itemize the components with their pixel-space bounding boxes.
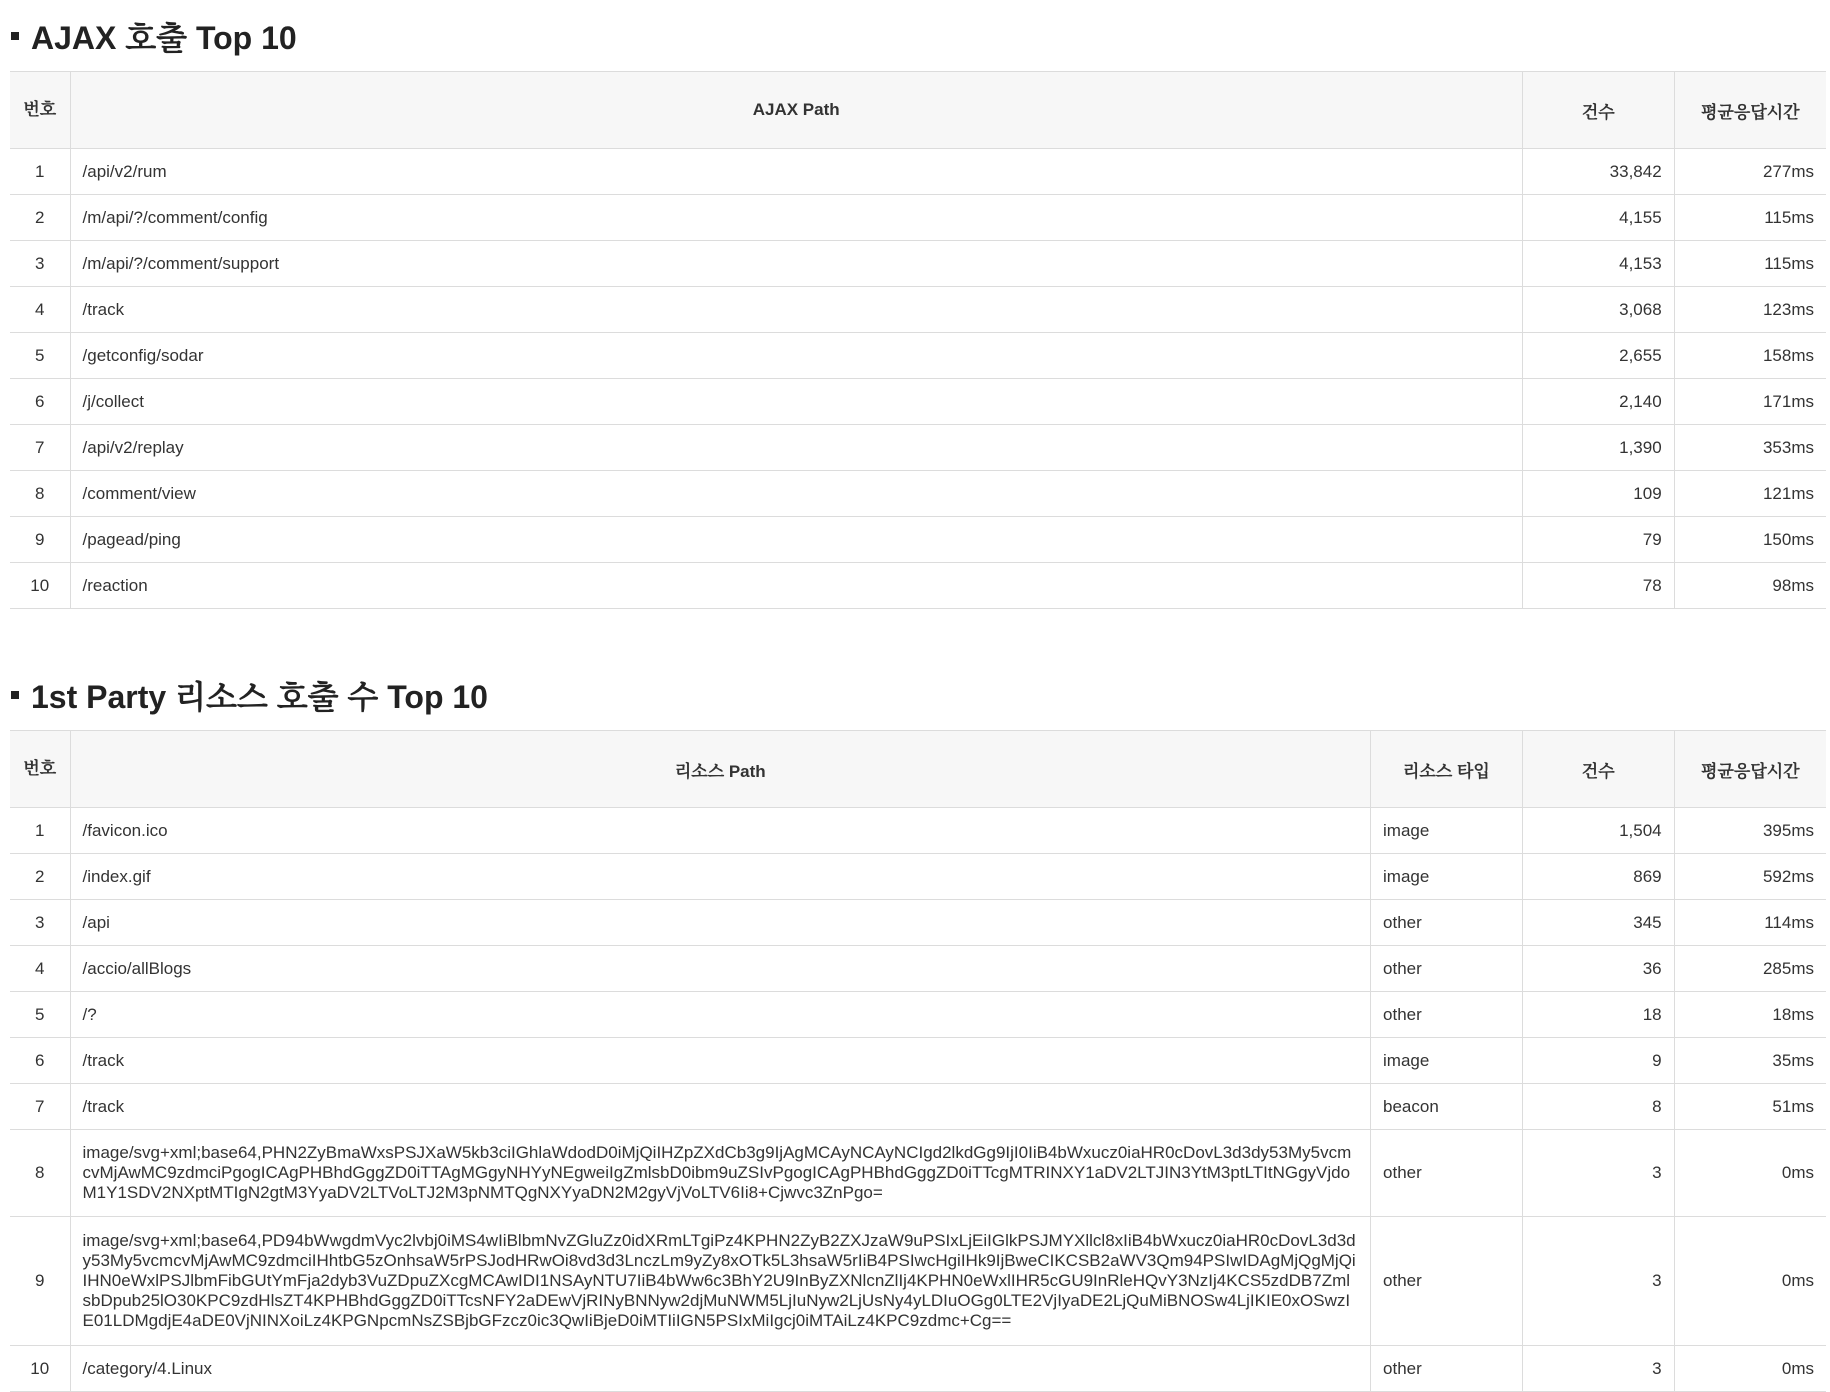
row-no: 3 xyxy=(10,241,70,287)
row-no: 6 xyxy=(10,1038,70,1084)
row-no: 7 xyxy=(10,1084,70,1130)
table-row xyxy=(10,195,1826,241)
row-avg: 35ms xyxy=(1674,1038,1826,1084)
row-type: image xyxy=(1371,854,1523,900)
row-no: 8 xyxy=(10,471,70,517)
row-count: 18 xyxy=(1522,992,1674,1038)
table-row xyxy=(10,333,1826,379)
row-type: other xyxy=(1371,900,1523,946)
table-row xyxy=(10,563,1826,609)
row-count: 3 xyxy=(1522,1130,1674,1217)
row-path: /api xyxy=(70,900,1371,946)
row-avg: 115ms xyxy=(1674,195,1826,241)
row-count: 3,068 xyxy=(1522,287,1674,333)
row-count: 1,390 xyxy=(1522,425,1674,471)
row-path: /api/v2/rum xyxy=(70,149,1522,195)
table-header-row xyxy=(10,731,1826,808)
row-avg: 395ms xyxy=(1674,808,1826,854)
row-no: 9 xyxy=(10,1217,70,1346)
row-count: 4,153 xyxy=(1522,241,1674,287)
row-no: 1 xyxy=(10,808,70,854)
ajax-title-text: AJAX 호출 Top 10 xyxy=(31,19,297,56)
table-row xyxy=(10,1217,1826,1346)
table-row xyxy=(10,241,1826,287)
row-avg: 353ms xyxy=(1674,425,1826,471)
row-avg: 150ms xyxy=(1674,517,1826,563)
row-avg: 18ms xyxy=(1674,992,1826,1038)
table-row xyxy=(10,1130,1826,1217)
row-type: other xyxy=(1371,1346,1523,1392)
row-type: other xyxy=(1371,946,1523,992)
row-avg: 158ms xyxy=(1674,333,1826,379)
row-no: 3 xyxy=(10,900,70,946)
col-header-avg: 평균응답시간 xyxy=(1674,731,1826,808)
row-count: 4,155 xyxy=(1522,195,1674,241)
row-count: 2,655 xyxy=(1522,333,1674,379)
resources-title-text: 1st Party 리소스 호출 수 Top 10 xyxy=(31,678,488,715)
row-avg: 277ms xyxy=(1674,149,1826,195)
row-path: /comment/view xyxy=(70,471,1522,517)
row-avg: 98ms xyxy=(1674,563,1826,609)
table-row xyxy=(10,471,1826,517)
row-no: 10 xyxy=(10,1346,70,1392)
row-no: 5 xyxy=(10,992,70,1038)
row-count: 9 xyxy=(1522,1038,1674,1084)
col-header-no: 번호 xyxy=(10,731,70,808)
row-count: 109 xyxy=(1522,471,1674,517)
row-path: /m/api/?/comment/config xyxy=(70,195,1522,241)
table-row xyxy=(10,379,1826,425)
row-avg: 115ms xyxy=(1674,241,1826,287)
resources-table xyxy=(10,730,1826,1392)
row-count: 36 xyxy=(1522,946,1674,992)
row-avg: 592ms xyxy=(1674,854,1826,900)
row-type: other xyxy=(1371,992,1523,1038)
table-row xyxy=(10,287,1826,333)
row-count: 33,842 xyxy=(1522,149,1674,195)
row-avg: 285ms xyxy=(1674,946,1826,992)
row-path: /track xyxy=(70,287,1522,333)
row-path: /? xyxy=(70,992,1371,1038)
row-count: 345 xyxy=(1522,900,1674,946)
col-header-path: AJAX Path xyxy=(70,72,1522,149)
table-row xyxy=(10,1346,1826,1392)
row-type: image xyxy=(1371,808,1523,854)
col-header-count: 건수 xyxy=(1522,731,1674,808)
row-no: 4 xyxy=(10,946,70,992)
row-path: /j/collect xyxy=(70,379,1522,425)
col-header-count: 건수 xyxy=(1522,72,1674,149)
row-no: 7 xyxy=(10,425,70,471)
row-no: 6 xyxy=(10,379,70,425)
row-count: 869 xyxy=(1522,854,1674,900)
table-row xyxy=(10,425,1826,471)
table-row xyxy=(10,854,1826,900)
col-header-avg: 평균응답시간 xyxy=(1674,72,1826,149)
row-path: /reaction xyxy=(70,563,1522,609)
row-no: 10 xyxy=(10,563,70,609)
row-path: image/svg+xml;base64,PHN2ZyBmaWxsPSJXaW5kb3ciIGhlaWdodD0iMjQiIHZpZXdCb3g9IjAgMCAyNCAyNCIgd2lkdGg9IjI0IiB4bWxucz0iaHR0cDovL3d3dy53My5vcmcvMjAwMC9zdmciPgogICAgPHBhdGggZD0iTTAgMGgyNHYyNEgweiIgZmlsbD0ibm9uZSIvPgogICAgPHBhdGggZD0iTTcgMTRINXY1aDV2LTJIN3YtM3ptLTItNGgyVjdoM1Y1SDV2NXptMTIgN2gtM3YyaDV2LTVoLTJ2M3pNMTQgNXYyaDN2M2gyVjVoLTV6Ii8+Cjwvc3ZnPgo= xyxy=(70,1130,1371,1217)
ajax-table xyxy=(10,71,1826,609)
row-count: 8 xyxy=(1522,1084,1674,1130)
row-no: 9 xyxy=(10,517,70,563)
square-bullet-icon xyxy=(11,32,19,40)
row-avg: 121ms xyxy=(1674,471,1826,517)
table-header-row xyxy=(10,72,1826,149)
square-bullet-icon xyxy=(11,691,19,699)
row-type: image xyxy=(1371,1038,1523,1084)
row-no: 2 xyxy=(10,195,70,241)
row-avg: 114ms xyxy=(1674,900,1826,946)
row-no: 2 xyxy=(10,854,70,900)
row-avg: 123ms xyxy=(1674,287,1826,333)
row-count: 2,140 xyxy=(1522,379,1674,425)
table-row xyxy=(10,992,1826,1038)
row-count: 78 xyxy=(1522,563,1674,609)
row-no: 4 xyxy=(10,287,70,333)
table-row xyxy=(10,946,1826,992)
row-path: image/svg+xml;base64,PD94bWwgdmVyc2lvbj0iMS4wIiBlbmNvZGluZz0idXRmLTgiPz4KPHN2ZyB2ZXJzaW9uPSIxLjEiIGlkPSJMYXllcl8xIiB4bWxucz0iaHR0cDovL3d3dy53My5vcmcvMjAwMC9zdmciIHhtbG5zOnhsaW5rPSJodHRwOi8vd3d3LnczLm9yZy8xOTk5L3hsaW5rIiB4PSIwcHgiIHk9IjBweCIKCSB2aWV3Qm94PSIwIDAgMjQgMjQiIHN0eWxlPSJlbmFibGUtYmFja2dyb3VuZDpuZXcgMCAwIDI1NSAyNTU7IiB4bWw6c3BhY2U9InByZXNlcnZlIj4KPHN0eWxlIHR5cGU9InRleHQvY3NzIj4KCS5zdDB7ZmlsbDpub25lO30KPC9zdHlsZT4KPHBhdGggZD0iTTcsNFY2aDEwVjRINyBNNyw2djMuNWM5LjIuNyw2LjUsNy4yLDIuOGg0LTE2VjIyaDE2LjQuMiBNOSw4LjIKIE0xOSwzIE01LDMgdjE4aDE0VjNINXoiLz4KPGNpcmNsZSBjbGFzcz0ic3QwIiBjeD0iMTIiIGN5PSIxMiIgcj0iMTAiLz4KPC9zdmc+Cg== xyxy=(70,1217,1371,1346)
row-avg: 0ms xyxy=(1674,1346,1826,1392)
table-row xyxy=(10,149,1826,195)
row-no: 1 xyxy=(10,149,70,195)
row-avg: 51ms xyxy=(1674,1084,1826,1130)
table-row xyxy=(10,900,1826,946)
row-path: /index.gif xyxy=(70,854,1371,900)
row-no: 5 xyxy=(10,333,70,379)
table-row xyxy=(10,1084,1826,1130)
col-header-type: 리소스 타입 xyxy=(1371,731,1523,808)
col-header-path: 리소스 Path xyxy=(70,731,1371,808)
row-path: /api/v2/replay xyxy=(70,425,1522,471)
row-path: /m/api/?/comment/support xyxy=(70,241,1522,287)
row-path: /accio/allBlogs xyxy=(70,946,1371,992)
row-path: /pagead/ping xyxy=(70,517,1522,563)
row-count: 79 xyxy=(1522,517,1674,563)
ajax-section-title xyxy=(10,0,1820,71)
row-path: /track xyxy=(70,1084,1371,1130)
table-row xyxy=(10,808,1826,854)
row-count: 1,504 xyxy=(1522,808,1674,854)
resources-section-title xyxy=(10,659,1820,730)
col-header-no: 번호 xyxy=(10,72,70,149)
row-path: /getconfig/sodar xyxy=(70,333,1522,379)
row-type: other xyxy=(1371,1217,1523,1346)
row-avg: 0ms xyxy=(1674,1217,1826,1346)
row-avg: 0ms xyxy=(1674,1130,1826,1217)
table-row xyxy=(10,517,1826,563)
row-type: beacon xyxy=(1371,1084,1523,1130)
row-avg: 171ms xyxy=(1674,379,1826,425)
row-path: /track xyxy=(70,1038,1371,1084)
table-row xyxy=(10,1038,1826,1084)
row-count: 3 xyxy=(1522,1346,1674,1392)
row-path: /favicon.ico xyxy=(70,808,1371,854)
row-count: 3 xyxy=(1522,1217,1674,1346)
row-no: 8 xyxy=(10,1130,70,1217)
row-path: /category/4.Linux xyxy=(70,1346,1371,1392)
row-type: other xyxy=(1371,1130,1523,1217)
